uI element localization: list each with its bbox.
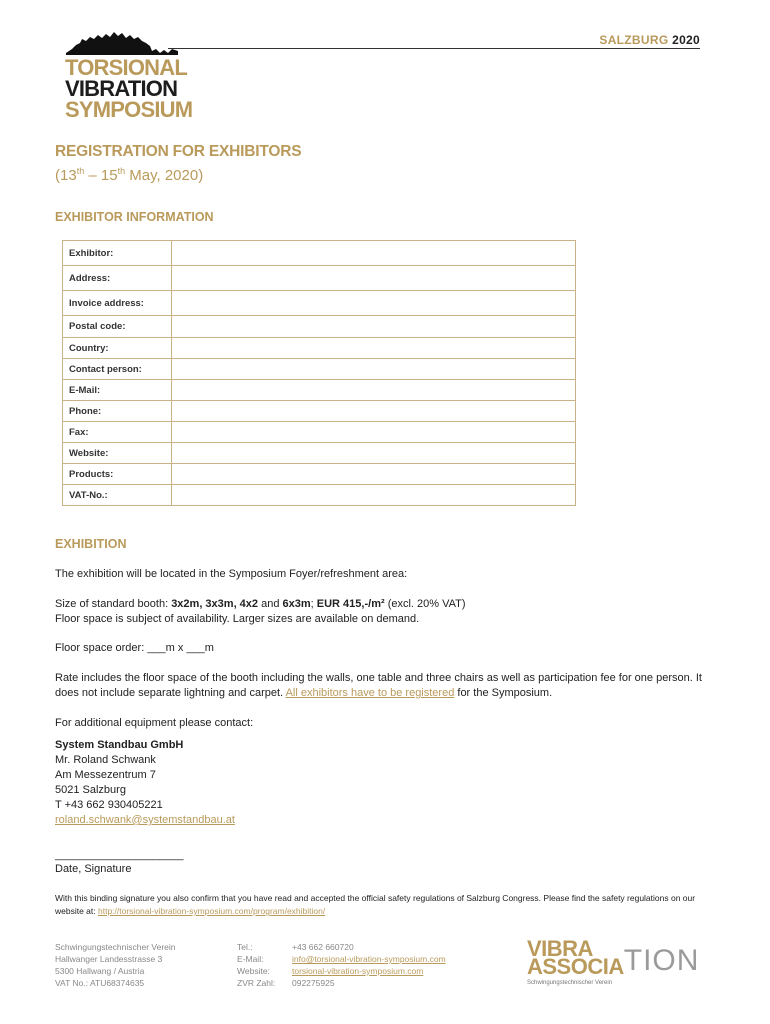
field-label-exhibitor: Exhibitor:: [63, 241, 172, 266]
field-input-phone[interactable]: [171, 401, 575, 422]
field-input-website[interactable]: [171, 443, 575, 464]
field-label-postal-code: Postal code:: [63, 316, 172, 338]
field-label-country: Country:: [63, 338, 172, 359]
field-input-address[interactable]: [171, 266, 575, 291]
contact-company: System Standbau GmbH: [55, 739, 184, 751]
footer-website-link[interactable]: torsional-vibration-symposium.com: [292, 966, 424, 976]
field-input-fax[interactable]: [171, 422, 575, 443]
exhibition-heading: EXHIBITION: [55, 537, 127, 551]
field-label-contact-person: Contact person:: [63, 359, 172, 380]
logo-line-3: SYMPOSIUM: [65, 97, 193, 122]
signature-label: Date, Signature: [55, 863, 132, 875]
exhibition-website-link[interactable]: http://torsional-vibration-symposium.com/program/exhibition/: [98, 906, 326, 916]
footer-contact-values: [292, 941, 446, 989]
logo-line-2: VIBRATION: [65, 76, 178, 101]
signature-line[interactable]: _____________________: [55, 849, 184, 861]
field-input-country[interactable]: [171, 338, 575, 359]
skyline-logo-icon: [66, 29, 178, 55]
footer-address: Schwingungstechnischer Verein Hallwanger Landesstrasse 3 5300 Hallwang / Austria VAT No.: ATU68374635: [55, 942, 176, 988]
field-label-phone: Phone:: [63, 401, 172, 422]
field-label-website: Website:: [63, 443, 172, 464]
contact-phone: T +43 662 930405221: [55, 799, 163, 811]
logo-line-1: TORSIONAL: [65, 55, 187, 80]
footer-tel: +43 662 660720: [292, 942, 354, 952]
field-input-invoice-address[interactable]: [171, 291, 575, 316]
safety-regulations-note: With this binding signature you also confirm that you have read and accepted the official safety regulations of Salzburg Congress. Please find the safety regulations on our website at: http://torsional-vibration-symposium.com/program/exhibition/: [55, 893, 696, 916]
footer-contact-labels: Tel.: E-Mail: Website: ZVR Zahl:: [237, 942, 276, 988]
contact-block: [55, 738, 715, 828]
exhibition-location-text: The exhibition will be located in the Symposium Foyer/refreshment area:: [55, 568, 408, 580]
contact-city: 5021 Salzburg: [55, 784, 126, 796]
floor-space-order: Floor space order: ___m x ___m: [55, 642, 214, 654]
field-label-vat-no: VAT-No.:: [63, 485, 172, 506]
field-label-email: E-Mail:: [63, 380, 172, 401]
exhibitor-form-table: [62, 240, 576, 506]
field-label-products: Products:: [63, 464, 172, 485]
field-label-invoice-address: Invoice address:: [63, 291, 172, 316]
event-dates: (13th – 15th May, 2020): [55, 166, 204, 184]
registration-link[interactable]: All exhibitors have to be registered: [285, 687, 455, 699]
field-input-postal-code[interactable]: [171, 316, 575, 338]
field-label-fax: Fax:: [63, 422, 172, 443]
field-input-exhibitor[interactable]: [171, 241, 575, 266]
field-input-vat-no[interactable]: [171, 485, 575, 506]
footer-email-link[interactable]: info@torsional-vibration-symposium.com: [292, 954, 446, 964]
footer-zvr: 092275925: [292, 978, 335, 988]
contact-street: Am Messezentrum 7: [55, 769, 156, 781]
field-input-products[interactable]: [171, 464, 575, 485]
contact-email-link[interactable]: roland.schwank@systemstandbau.at: [55, 814, 235, 826]
header-rule: [168, 48, 700, 49]
rate-description: Rate includes the floor space of the booth including the walls, one table and three chairs as well as participation fee for one person. It does not include separate lightning and carpet. All exhibitors have to be registered for the Symposium.: [55, 672, 702, 699]
contact-name: Mr. Roland Schwank: [55, 754, 156, 766]
symposium-logo: [65, 57, 192, 120]
availability-text: Floor space is subject of availability. Larger sizes are available on demand.: [55, 613, 420, 625]
field-input-contact-person[interactable]: [171, 359, 575, 380]
contact-intro: For additional equipment please contact:: [55, 717, 254, 729]
exhibitor-information-heading: EXHIBITOR INFORMATION: [55, 210, 214, 224]
booth-price: EUR 415,-/m²: [316, 598, 385, 610]
booth-size-text: Size of standard booth: 3x2m, 3x3m, 4x2 and 6x3m; EUR 415,-/m² (excl. 20% VAT) Floor space is subject of availability. Larger sizes are available on demand.: [55, 597, 715, 627]
field-input-email[interactable]: [171, 380, 575, 401]
page-title: REGISTRATION FOR EXHIBITORS: [55, 143, 302, 160]
event-location-badge: SALZBURG 2020: [599, 33, 700, 47]
vibra-association-logo: VIBRA ASSOCIA TION Schwingungstechnischer Verein: [527, 936, 700, 986]
field-label-address: Address:: [63, 266, 172, 291]
